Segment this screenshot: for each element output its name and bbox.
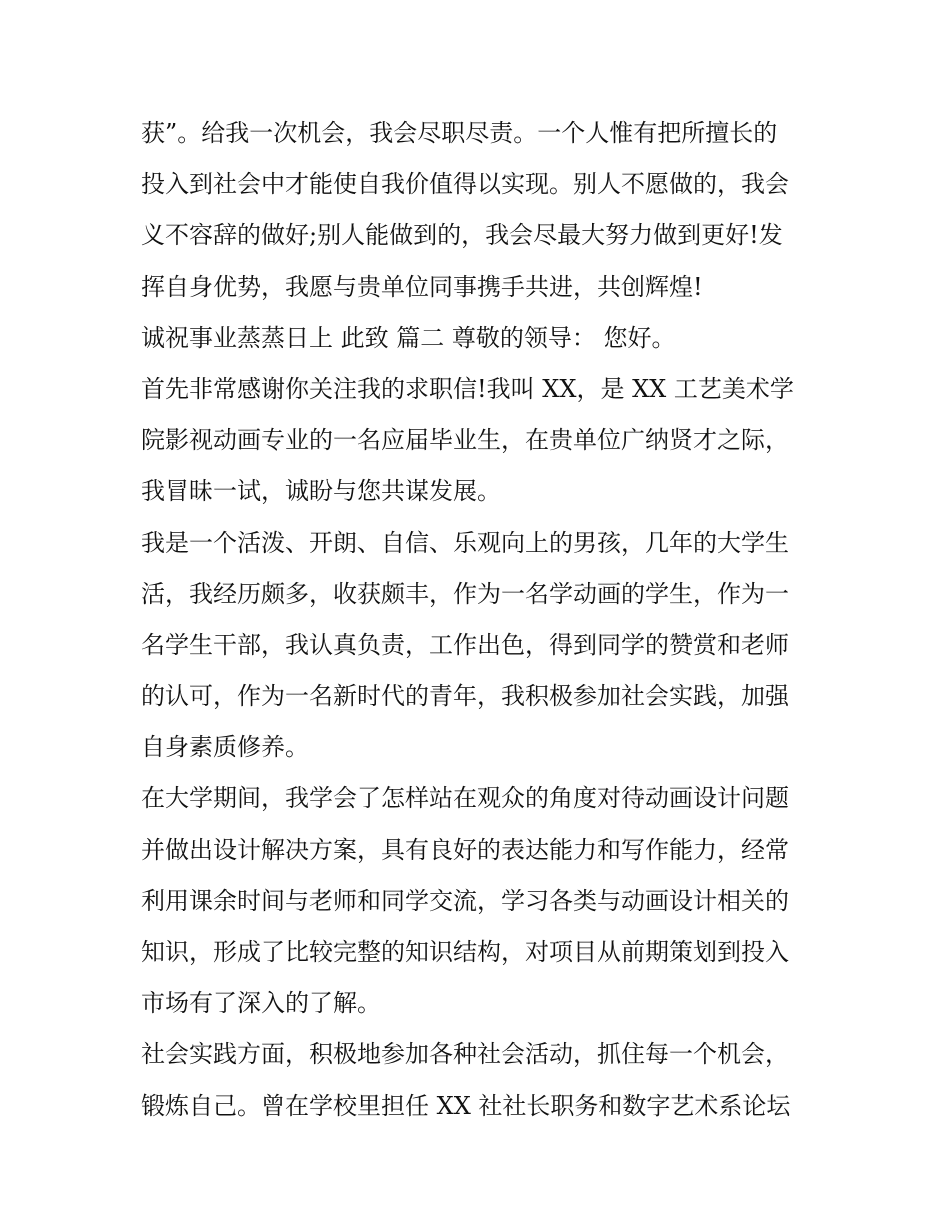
- text-line: 获”。给我一次机会，我会尽职尽责。一个人惟有把所擅长的: [141, 119, 778, 147]
- text-line: 在大学期间，我学会了怎样站在观众的角度对待动画设计问题: [141, 784, 789, 813]
- text-line: 挥自身优势，我愿与贵单位同事携手共进，共创辉煌!: [141, 272, 703, 301]
- text-line: 锻炼自己。曾在学校里担任 XX 社社长职务和数字艺术系论坛: [141, 1091, 791, 1120]
- text-line: 名学生干部，我认真负责，工作出色，得到同学的赞赏和老师: [141, 630, 789, 659]
- text-line: 利用课余时间与老师和同学交流，学习各类与动画设计相关的: [141, 886, 789, 915]
- text-line: 自身素质修养。: [141, 733, 309, 762]
- text-line: 首先非常感谢你关注我的求职信!我叫 XX，是 XX 工艺美术学: [141, 374, 794, 403]
- text-line: 诚祝事业蒸蒸日上 此致 篇二 尊敬的领导： 您好。: [141, 323, 676, 352]
- text-line: 我是一个活泼、开朗、自信、乐观向上的男孩，几年的大学生: [141, 528, 789, 557]
- document-body: [141, 108, 831, 1132]
- text-line: 义不容辞的做好;别人能做到的，我会尽最大努力做到更好!发: [141, 221, 783, 250]
- text-line: 的认可，作为一名新时代的青年，我积极参加社会实践，加强: [141, 682, 789, 711]
- text-line: 院影视动画专业的一名应届毕业生，在贵单位广纳贤才之际，: [141, 426, 789, 455]
- text-line: 知识，形成了比较完整的知识结构，对项目从前期策划到投入: [141, 938, 789, 966]
- text-line: 并做出设计解决方案，具有良好的表达能力和写作能力，经常: [141, 835, 789, 864]
- text-line: 活，我经历颇多，收获颇丰，作为一名学动画的学生，作为一: [141, 579, 789, 608]
- text-line: 投入到社会中才能使自我价值得以实现。别人不愿做的，我会: [141, 170, 789, 199]
- text-line: 市场有了深入的了解。: [141, 989, 381, 1018]
- text-line: 社会实践方面，积极地参加各种社会活动，抓住每一个机会，: [141, 1040, 789, 1069]
- text-line: 我冒昧一试，诚盼与您共谋发展。: [141, 477, 501, 506]
